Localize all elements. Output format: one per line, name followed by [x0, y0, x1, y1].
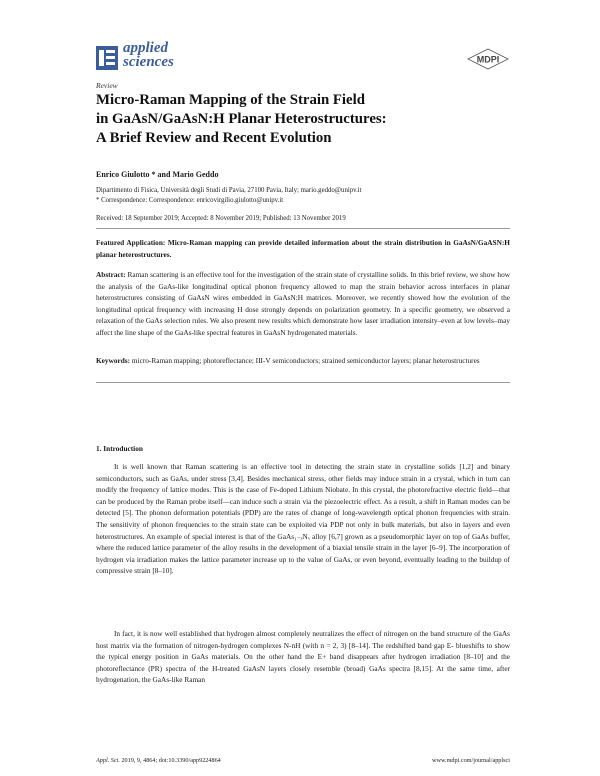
journal-name-line2: sciences	[123, 54, 174, 70]
footer-citation	[96, 757, 221, 764]
featured-text: Micro-Raman mapping can provide detailed information about the strain distribution in GaAsN/GaASN:H planar heterostructures.	[96, 238, 510, 259]
abstract	[96, 269, 510, 339]
section-heading: 1. Introduction	[96, 444, 143, 453]
journal-name-line1: applied	[123, 40, 168, 56]
featured-label: Featured Application:	[96, 238, 166, 247]
divider	[96, 382, 510, 383]
title-line: A Brief Review and Recent Evolution	[96, 130, 332, 146]
mdpi-logo-text: MDPI	[476, 54, 500, 65]
footer-journal-abbrev: Appl. Sci.	[96, 757, 120, 764]
mdpi-logo-icon	[466, 48, 510, 70]
journal-name	[123, 41, 174, 69]
divider	[96, 228, 510, 229]
journal-logo-icon	[96, 46, 118, 70]
title-line: in GaAsN/GaAsN:H Planar Heterostructures:	[96, 111, 387, 127]
featured-application	[96, 237, 510, 260]
body-paragraph: It is well known that Raman scattering is an effective tool in detecting the strain state in crystalline solids [1,2] and binary semiconductors, such as GaAs, under stress [3,4]. Besides mechanical stress, other fields may induce strain in a crystal, which in turn can modify the frequency of lattice modes. This is the case of Fe-doped Lithium Niobate. In this crystal, the photorefractive electric field—that can be produced by the Raman probe itself—can induce such a strain via the piezoelectric effect. As a result, a shift in Raman modes can be detected [5]. The phonon deformation potentials (PDP) are the rates of change of long-wavelength optical phonon frequencies with strain. The sensitivity of phonon frequencies to the strain state can be exploited via PDP not only in bulk materials, but also in layers and even heterostructures. An example of special interest is that of the GaAs₁₋ₓNₓ alloy [6,7] grown as a pseudomorphic layer on top of GaAs buffer, where the reduced lattice parameter of the alloy results in the development of a biaxial tensile strain in the layer [6–9]. The incorporation of hydrogen via irradiation makes the lattice parameter increase up to the value of GaAs, or even beyond, eventually leading to the buildup of compressive strain [8–10].	[96, 462, 510, 576]
keywords-label: Keywords:	[96, 356, 131, 365]
article-title	[96, 91, 516, 148]
footer-citation-text: 2019, 9, 4864; doi:10.3390/app9224864	[119, 757, 221, 764]
article-type: Review	[96, 81, 118, 90]
abstract-label: Abstract:	[96, 270, 126, 279]
footer-url[interactable]: www.mdpi.com/journal/applsci	[432, 757, 510, 764]
publication-dates: Received: 18 September 2019; Accepted: 8 November 2019; Published: 13 November 2019	[96, 215, 346, 222]
body-paragraph: In fact, it is now well established that hydrogen almost completely neutralizes the effect of nitrogen on the band structure of the GaAs host matrix via the formation of nitrogen-hydrogen complexes N-nH (with n = 2, 3) [8–14]. The redshifted band gap E- blueshifts to show the typical energy position in GaAs materials. On the other hand the E+ band disappears after hydrogen irradiation [8–10] and the photoreflectance (PR) spectra of the H-treated GaAsN layers closely resemble (broad) GaAs spectra [8,15]. At the same time, after hydrogenation, the GaAs-like Raman	[96, 629, 510, 685]
correspondence: * Correspondence: Correspondence: enricovirgilio.giulotto@unipv.it	[96, 197, 284, 204]
keywords-text: micro-Raman mapping; photoreflectance; III-V semiconductors; strained semiconductor layers; planar heterostructures	[130, 356, 480, 365]
author-list: Enrico Giulotto * and Mario Geddo	[96, 170, 219, 179]
title-line: Micro-Raman Mapping of the Strain Field	[96, 92, 365, 108]
abstract-text: Raman scattering is an effective tool for the investigation of the strain state of crystalline solids. In this brief review, we show how the analysis of the GaAs-like longitudinal optical phonon frequency allowed to map the strain behavior across interfaces in planar heterostructures consisting of GaAsN wires embedded in GaAsN:H matrices. Moreover, we recently showed how the evolution of the longitudinal optical frequency with increasing H dose strongly depends on polarization geometry. In a specific geometry, we observed a relaxation of the GaAs selection rules. We also present new results which demonstrate how laser irradiation intensity–even at low levels–may affect the line shape of the GaAs-like spectral features in GaAsN hydrogenated materials.	[96, 270, 510, 337]
keywords	[96, 355, 510, 367]
affiliation: Dipartimento di Fisica, Università degli Studi di Pavia, 27100 Pavia, Italy; mario.geddo@unipv.it	[96, 187, 362, 194]
